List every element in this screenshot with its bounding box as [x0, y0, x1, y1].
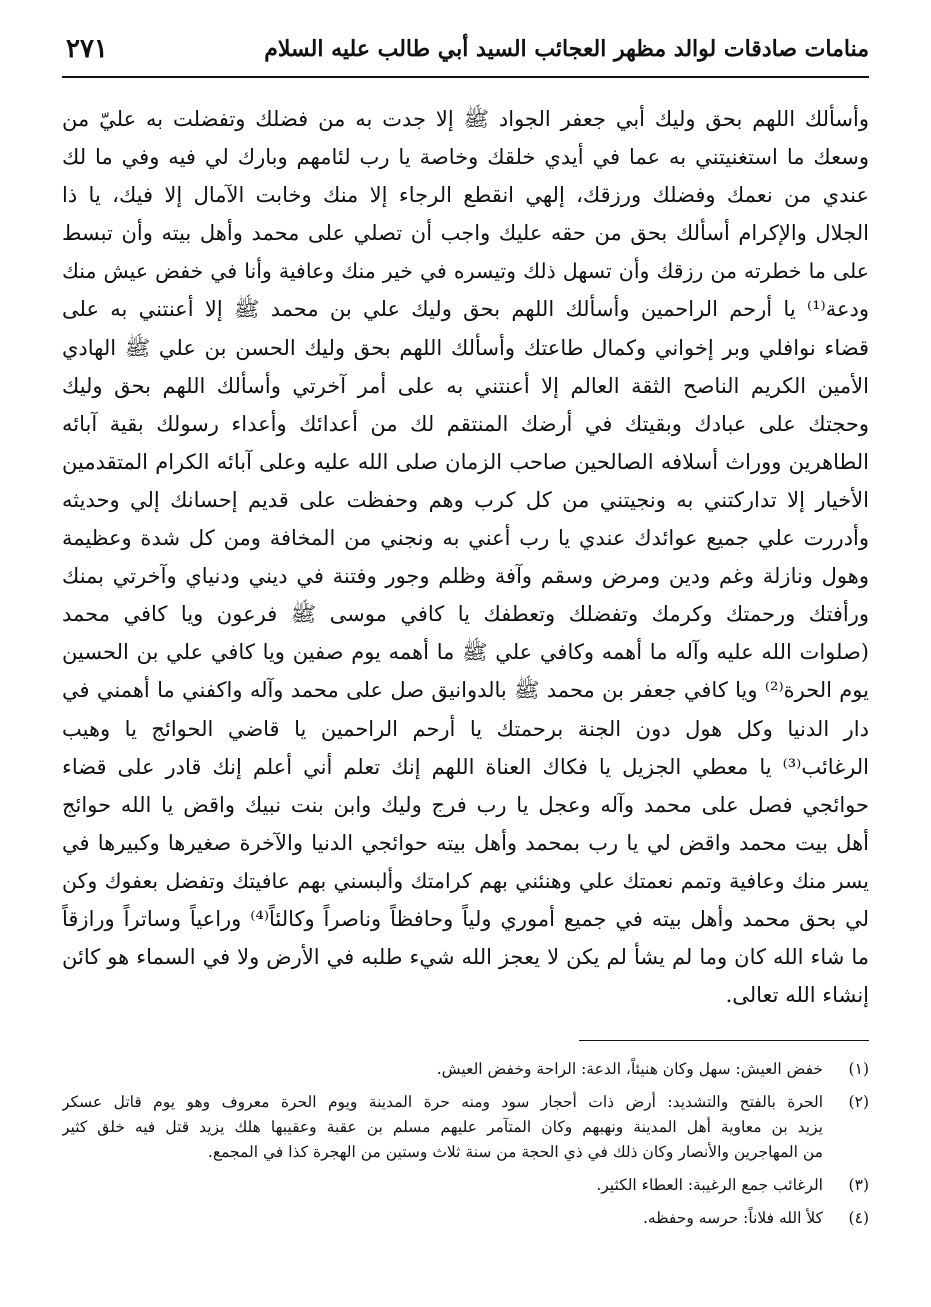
- body-line: قضاء نوافلي وبر إخواني وكمال طاعتك وأسألك اللهم بحق وليك الحسن بن علي ﷺ الهادي: [62, 335, 869, 360]
- body-text: [62, 100, 869, 1014]
- footnote-text: من المهاجرين والأنصار وكان ذلك في ذي الحجة من سنة ثلاث وستين من الهجرة كذا في المجمع.: [207, 1143, 823, 1161]
- body-line: يسر منك وعافية وتمم نعمتك علي وهنئني بهم كرامتك وألبسني بهم عافيتك وتفضل بعفوك وكن: [62, 868, 869, 893]
- body-line: دار الدنيا وكل هول دون الجنة برحمتك يا أرحم الراحمين يا قاضي الحوائج يا وهيب: [62, 716, 869, 741]
- footnotes: [62, 1057, 869, 1239]
- body-line: الجلال والإكرام أسألك بحق من حقه عليك واجب أن تصلي على محمد وأهل بيته وأن تبسط: [62, 221, 869, 246]
- body-line: ورأفتك ورحمتك وكرمك وتفضلك وتعطفك يا كافي موسى ﷺ فرعون ويا كافي محمد: [62, 602, 869, 627]
- body-line: وأسألك اللهم بحق وليك أبي جعفر الجواد ﷺ إلا جدت به من فضلك وتفضلت به عليّ من: [62, 107, 869, 131]
- body-line: عندي من نعمك وفضلك ورزقك، إلهي انقطع الرجاء إلا منك وخابت الآمال إلا فيك، يا ذا: [62, 183, 869, 208]
- body-line: (صلوات الله عليه وآله ما أهمه وكافي علي ﷺ ما أهمه يوم صفين ويا كافي علي بن الحسين: [62, 640, 869, 665]
- footnote-number: (١): [848, 1060, 869, 1078]
- footnote-text: الحرة بالفتح والتشديد: أرض ذات أحجار سود ومنه حرة المدينة ويوم الحرة معروف وهو يوم قاتل عسكر: [62, 1093, 823, 1111]
- body-line: الطاهرين ووراث أسلافه الصالحين صاحب الزمان صلى الله عليه وعلى آبائه الكرام المتقدمين: [62, 449, 869, 474]
- footnote-number: (٤): [848, 1209, 869, 1227]
- body-line: يوم الحرة⁽²⁾ ويا كافي جعفر بن محمد ﷺ بالدوانيق صل على محمد وآله واكفني ما أهمني في: [62, 678, 869, 703]
- page-number: ٢٧١: [66, 34, 108, 64]
- body-line: ودعة⁽¹⁾ يا أرحم الراحمين وأسألك اللهم بحق وليك علي بن محمد ﷺ إلا أعنتني به على: [62, 297, 869, 322]
- footnote: [62, 1173, 869, 1198]
- body-line: لي بحق محمد وأهل بيته في جميع أموري ولياً وحافظاً وناصراً وكالئاً⁽⁴⁾ وراعياً وساتراً ورازقاً: [62, 906, 869, 931]
- body-line: الأمين الكريم الناصح الثقة العالم إلا أعنتني به على أمر آخرتي وأسألك اللهم بحق وليك: [62, 373, 869, 398]
- running-header: [62, 32, 869, 78]
- footnote-text: خفض العيش: سهل وكان هنيئاً، الدعة: الراحة وخفض العيش.: [436, 1060, 823, 1078]
- body-line: وأدررت علي جميع عوائدك عندي يا رب أعني به ونجني من المخافة ومن كل شدة وعظيمة: [62, 526, 869, 551]
- footnote: [62, 1090, 869, 1165]
- body-line: الرغائب⁽³⁾ يا معطي الجزيل يا فكاك العناة اللهم إنك تعلم أني أعلم إنك قادر على قضاء: [62, 754, 869, 779]
- header-title: منامات صادقات لوالد مظهر العجائب السيد أبي طالب عليه السلام: [264, 36, 869, 62]
- body-line: وسعك ما استغنيتني به عما في أيدي خلقك وخاصة يا رب لئامهم وبارك لي فيه وفي ما لك: [62, 145, 869, 170]
- body-line: حوائجي فصل على محمد وآله وعجل يا رب فرج وليك وابن بنت نبيك واقض يا الله حوائج: [62, 792, 869, 817]
- body-line: إنشاء الله تعالى.: [725, 983, 869, 1008]
- body-line: وحجتك على عبادك وبقيتك في أرضك المنتقم لك من أعدائك وأعداء رسولك بقية آبائه: [62, 411, 869, 436]
- footnote-text: كلأ الله فلاناً: حرسه وحفظه.: [642, 1209, 823, 1227]
- footnote-number: (٢): [848, 1093, 869, 1111]
- footnote-text: الرغائب جمع الرغيبة: العطاء الكثير.: [596, 1176, 823, 1194]
- body-line: الأخيار إلا تداركتني به ونجيتني من كل كرب وهم وحفظت على قديم إحسانك إلي وحديثه: [62, 487, 869, 512]
- footnote-text: يزيد بن معاوية أهل المدينة ونهبهم وكان المتآمر عليهم مسلم بن عقبة وعقيبها هلك يزيد قتل فيه خلق كثير: [62, 1118, 823, 1136]
- footnote: [62, 1057, 869, 1082]
- body-line: أهل بيت محمد واقض لي يا رب بمحمد وأهل بيته حوائجي الدنيا والآخرة صغيرها وكبيرها في: [62, 830, 869, 855]
- body-line: وهول ونازلة وغم ودين ومرض وسقم وآفة وظلم وجور وفتنة في ديني ودنياي وآخرتي بمنك: [62, 564, 869, 589]
- body-line: ما شاء الله كان وما لم يشأ لم يكن لا يعجز الله شيء طلبه في الأرض ولا في السماء هو كائن: [62, 945, 869, 970]
- footnote-divider: [579, 1040, 869, 1041]
- footnote-number: (٣): [848, 1176, 869, 1194]
- footnote: [62, 1206, 869, 1231]
- body-line: على ما خطرته من رزقك وأن تسهل ذلك وتيسره في خير منك وعافية وأنا في خفض عيش منك: [62, 259, 869, 284]
